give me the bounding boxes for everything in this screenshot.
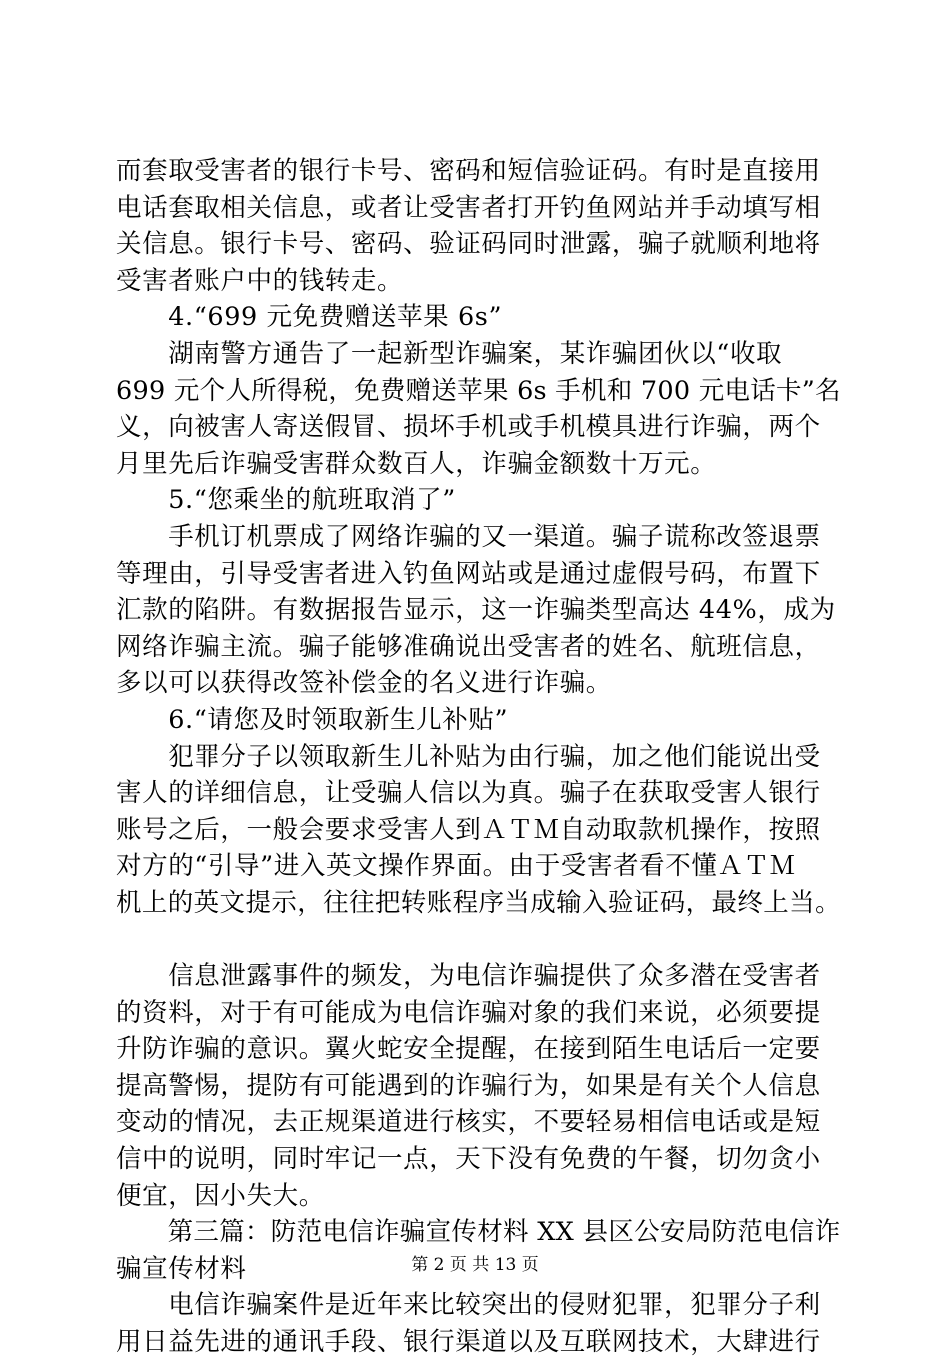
text-line: 的资料，对于有可能成为电信诈骗对象的我们来说，必须要提 [116,997,821,1028]
section-heading: 5.“您乘坐的航班取消了” [116,485,456,516]
page-footer: 第 2 页 共 13 页 [411,1255,539,1275]
text-line: 对方的“引导”进入英文操作界面。由于受害者看不懂ＡＴＭ [116,851,796,882]
text-line: 信息泄露事件的频发，为电信诈骗提供了众多潜在受害者 [116,961,821,992]
document-body [116,153,841,1361]
text-line: 变动的情况，去正规渠道进行核实，不要轻易相信电话或是短 [116,1107,821,1138]
text-line: 等理由，引导受害者进入钓鱼网站或是通过虚假号码，布置下 [116,558,821,589]
text-line: 699 元个人所得税，免费赠送苹果 6s 手机和 700 元电话卡”名 [116,375,841,406]
text-line: 手机订机票成了网络诈骗的又一渠道。骗子谎称改签退票 [116,521,821,552]
text-line: 多以可以获得改签补偿金的名义进行诈骗。 [116,668,612,699]
text-line: 义，向被害人寄送假冒、损坏手机或手机模具进行诈骗，两个 [116,412,821,443]
text-line: 用日益先进的通讯手段、银行渠道以及互联网技术，大肆进行 [116,1327,821,1357]
text-line: 电信诈骗案件是近年来比较突出的侵财犯罪，犯罪分子利 [116,1290,821,1321]
text-line: 提高警惕，提防有可能遇到的诈骗行为，如果是有关个人信息 [116,1070,821,1101]
text-line: 月里先后诈骗受害群众数百人，诈骗金额数十万元。 [116,448,717,479]
text-line: 湖南警方通告了一起新型诈骗案，某诈骗团伙以“收取 [116,338,783,369]
text-line: 而套取受害者的银行卡号、密码和短信验证码。有时是直接用 [116,156,821,186]
text-line: 受害者账户中的钱转走。 [116,265,404,296]
chapter-heading: 骗宣传材料 [116,1253,247,1284]
text-line: 犯罪分子以领取新生儿补贴为由行骗，加之他们能说出受 [116,741,821,772]
text-line: 信中的说明，同时牢记一点，天下没有免费的午餐，切勿贪小 [116,1144,821,1175]
section-heading: 6.“请您及时领取新生儿补贴” [116,704,509,735]
text-line: 便宜，因小失大。 [116,1180,325,1211]
text-line: 网络诈骗主流。骗子能够准确说出受害者的姓名、航班信息， [116,631,821,662]
text-line: 汇款的陷阱。有数据报告显示，这一诈骗类型高达 44%，成为 [116,595,836,626]
text-line: 账号之后，一般会要求受害人到ＡＴＭ自动取款机操作，按照 [116,814,821,845]
text-line: 关信息。银行卡号、密码、验证码同时泄露，骗子就顺利地将 [116,229,821,260]
text-line: 电话套取相关信息，或者让受害者打开钓鱼网站并手动填写相 [116,192,821,223]
text-line: 害人的详细信息，让受骗人信以为真。骗子在获取受害人银行 [116,778,821,809]
chapter-heading: 第三篇：防范电信诈骗宣传材料 XX 县区公安局防范电信诈 [116,1217,841,1248]
section-heading: 4.“699 元免费赠送苹果 6s” [116,302,503,333]
text-line: 升防诈骗的意识。翼火蛇安全提醒，在接到陌生电话后一定要 [116,1034,821,1065]
text-line: 机上的英文提示，往往把转账程序当成输入验证码，最终上当。 [116,887,841,918]
blank-line [116,921,836,958]
